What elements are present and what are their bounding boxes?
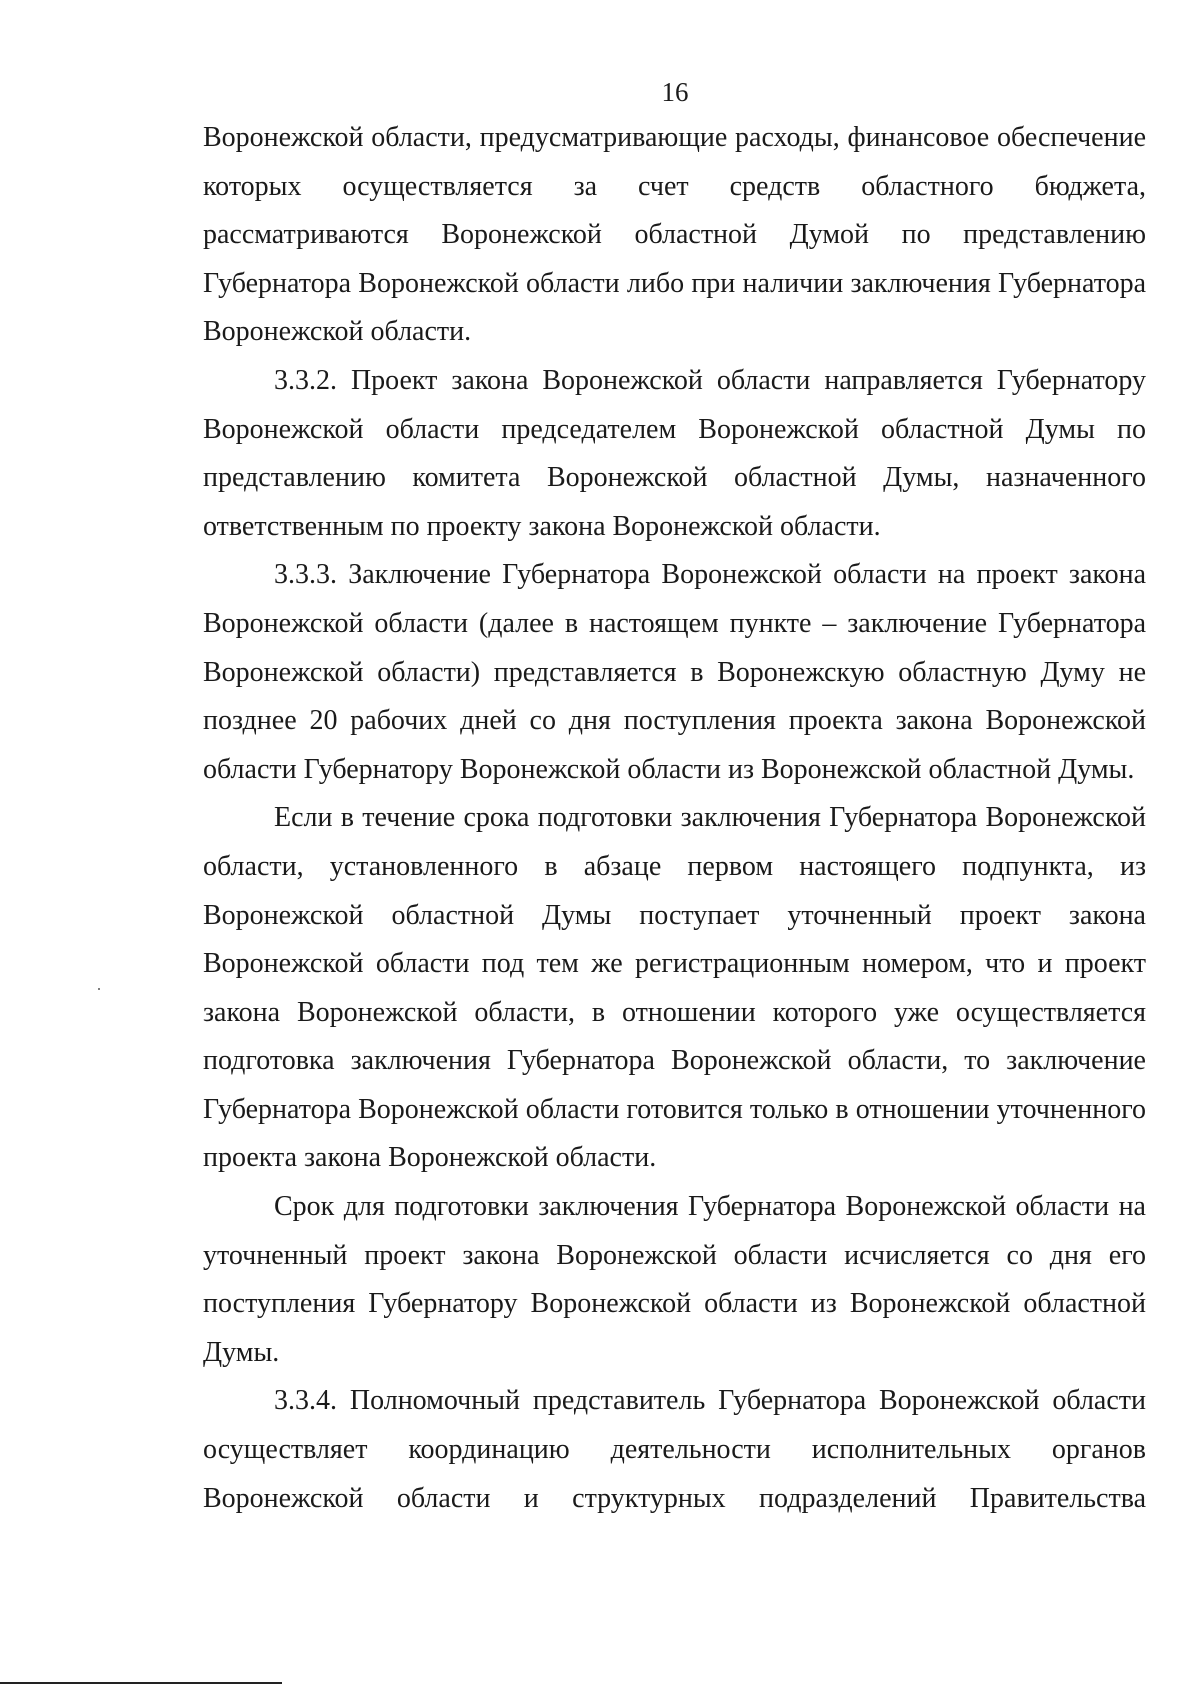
page-number: 16 (661, 77, 689, 107)
footnote-divider (0, 1682, 282, 1684)
paragraph-continuation: Воронежской области, предусматривающие расходы, финансовое обеспечение которых осуществляется за счет средств областного бюджета, рассматриваются Воронежской областной Думой по представлению Губернатора Воронежской области либо при наличии заключения Губернатора Воронежской области. (203, 122, 1146, 348)
paragraph-deadline: Срок для подготовки заключения Губернатора Воронежской области на уточненный проект закона Воронежской области исчисляется со дня его поступления Губернатору Воронежской области из Воронежской областной Думы. (203, 1191, 1146, 1368)
paragraph-3-3-2: 3.3.2. Проект закона Воронежской области направляется Губернатору Воронежской области председателем Воронежской областной Думы по представлению комитета Воронежской областной Думы, назначенного ответственным по проекту закона Воронежской области. (203, 364, 1146, 542)
paragraph-3-3-4: 3.3.4. Полномочный представитель Губернатора Воронежской области осуществляет координацию деятельности исполнительных органов Воронежской области и структурных подразделений Правительства (203, 1385, 1146, 1514)
document-body (203, 114, 1146, 1523)
paragraph-if-refined-draft: Если в течение срока подготовки заключения Губернатора Воронежской области, установленного в абзаце первом настоящего подпункта, из Воронежской областной Думы поступает уточненный проект закона Воронежской области под тем же регистрационным номером, что и проект закона Воронежской области, в отношении которого уже осуществляется подготовка заключения Губернатора Воронежской области, то заключение Губернатора Воронежской области готовится только в отношении уточненного проекта закона Воронежской области. (203, 802, 1146, 1174)
scan-artifact (98, 988, 100, 990)
paragraph-3-3-3: 3.3.3. Заключение Губернатора Воронежской области на проект закона Воронежской области (далее в настоящем пункте – заключение Губернатора Воронежской области) представляется в Воронежскую областную Думу не позднее 20 рабочих дней со дня поступления проекта закона Воронежской области Губернатору Воронежской области из Воронежской областной Думы. (203, 559, 1146, 785)
